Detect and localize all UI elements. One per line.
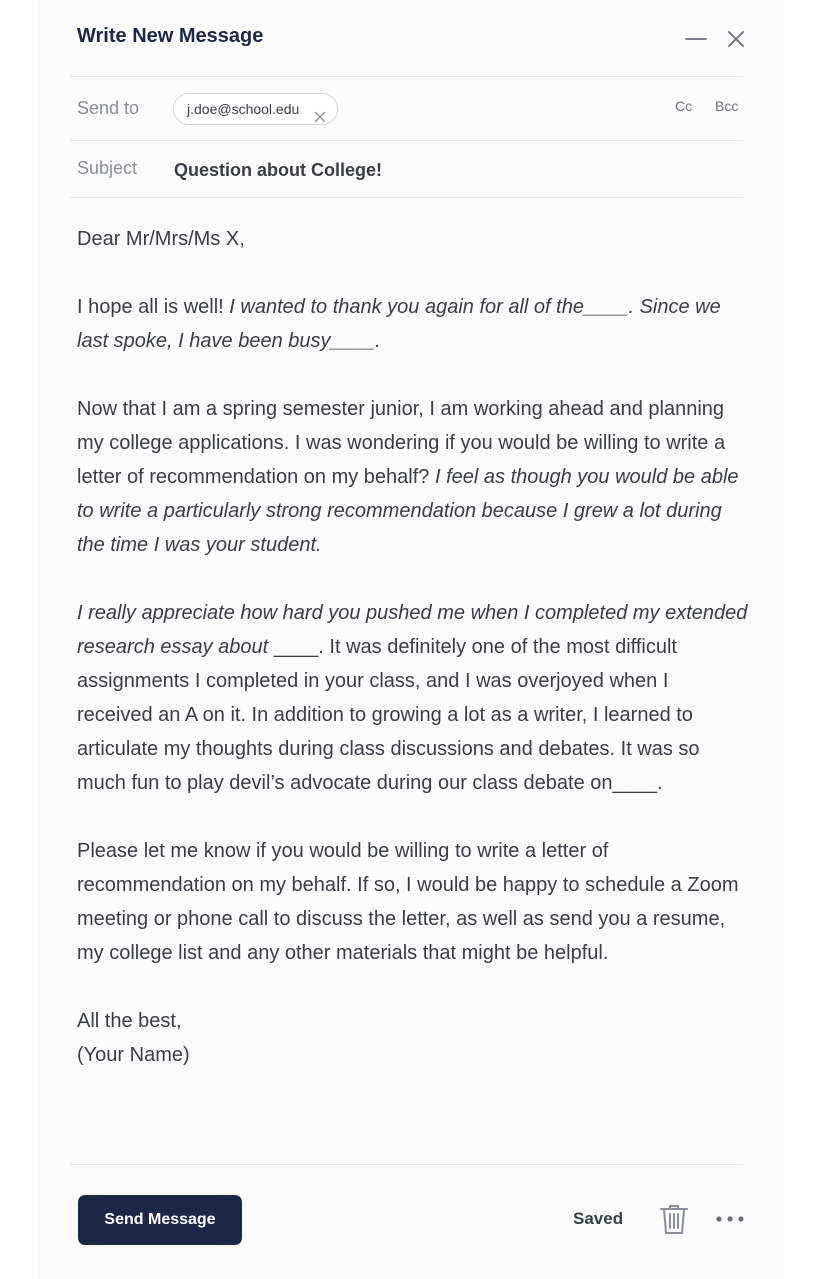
greeting: Dear Mr/Mrs/Ms X, xyxy=(77,228,245,250)
bcc-button[interactable]: Bcc xyxy=(715,98,739,114)
close-button[interactable] xyxy=(723,26,749,52)
subject-row[interactable] xyxy=(70,141,743,198)
cc-button[interactable]: Cc xyxy=(675,98,693,114)
send-message-button[interactable]: Send Message xyxy=(78,1195,242,1245)
close-icon xyxy=(314,111,326,123)
minimize-button[interactable] xyxy=(683,26,709,52)
sign-off xyxy=(77,1004,749,1072)
recipient-chip[interactable] xyxy=(173,93,338,125)
close-icon xyxy=(723,26,749,52)
body-italic-text: I really appreciate how hard you pushed me when I completed my extended research essay about xyxy=(77,602,748,658)
save-status: Saved xyxy=(573,1209,624,1228)
body-text: Now that I am a spring semester junior, I am working ahead and planning my college applications. I was wondering if you would be willing to write a letter of recommendation on my behalf? xyxy=(77,398,726,488)
compose-window xyxy=(38,0,784,1279)
body-paragraph-1 xyxy=(77,290,749,358)
compose-title: Write New Message xyxy=(77,25,264,47)
body-italic-text: I feel as though you would be able to write a particularly strong recommendation because I grew a lot during the time I was your student. xyxy=(77,466,739,556)
send-to-label: Send to xyxy=(77,98,140,118)
footer-divider xyxy=(70,1164,743,1165)
message-body[interactable] xyxy=(77,222,749,1072)
minimize-icon xyxy=(683,26,709,52)
body-text: I hope all is well! xyxy=(77,296,230,318)
body-paragraph-3 xyxy=(77,596,749,800)
subject-field[interactable]: Question about College! xyxy=(174,160,383,180)
delete-draft-button[interactable] xyxy=(658,1203,690,1235)
recipient-email: j.doe@school.edu xyxy=(187,101,300,117)
body-text: ____. It was definitely one of the most difficult assignments I completed in your class, and I was overjoyed when I received an A on it. In addition to growing a lot as a writer, I learned to articulate my thoughts during class discussions and debates. It was so much fun to play devil’s advocate during our class debate on____. xyxy=(77,636,700,794)
body-paragraph-4: Please let me know if you would be willing to write a letter of recommendation on my behalf. If so, I would be happy to schedule a Zoom meeting or phone call to discuss the letter, as well as send you a resume, my college list and any other materials that might be helpful. xyxy=(77,840,739,964)
more-options-button[interactable] xyxy=(715,1209,745,1229)
subject-label: Subject xyxy=(77,158,138,178)
body-italic-text: I wanted to thank you again for all of the____. Since we last spoke, I have been busy____. xyxy=(77,296,721,352)
more-horizontal-icon xyxy=(715,1209,745,1229)
closing: All the best, xyxy=(77,1010,182,1032)
signature: (Your Name) xyxy=(77,1044,190,1066)
remove-recipient-button[interactable] xyxy=(314,103,326,115)
compose-header xyxy=(70,0,743,77)
recipients-row xyxy=(70,77,743,141)
body-paragraph-2 xyxy=(77,392,749,562)
trash-icon xyxy=(658,1203,690,1235)
